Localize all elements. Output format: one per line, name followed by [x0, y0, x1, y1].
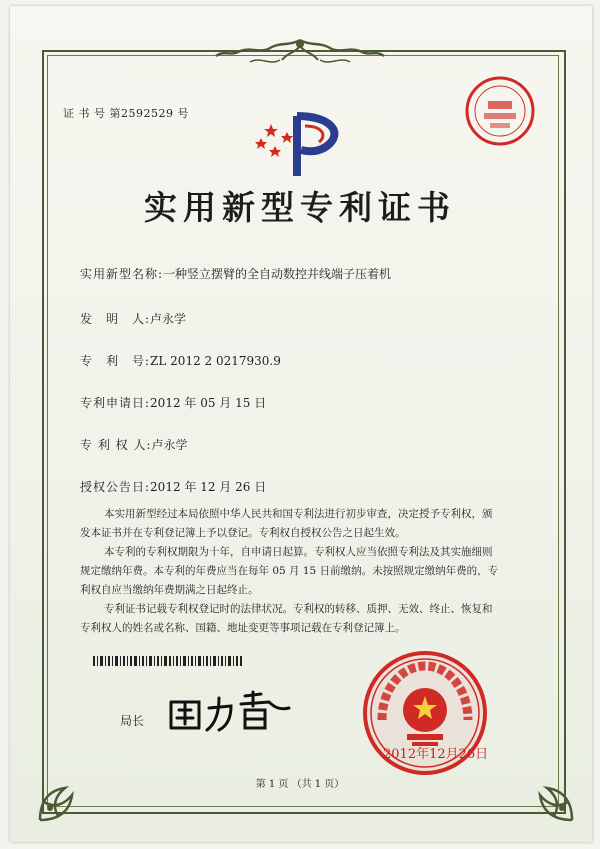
patent-number-label: 专 利 号:: [80, 354, 151, 368]
patentee-label: 专 利 权 人:: [80, 438, 152, 452]
utility-model-name-value: 一种竖立摆臂的全自动数控并线端子压着机: [163, 267, 392, 281]
body-line: 发本证书并在专利登记簿上予以登记。专利权自授权公告之日起生效。: [80, 527, 406, 539]
body-line: 规定缴纳年费。本专利的年费应当在每年 05 月 15 日前缴纳。未按照规定缴纳年费的，专: [80, 565, 499, 577]
inventor-label: 发 明 人:: [80, 312, 151, 326]
filing-date-row: [80, 394, 266, 411]
grant-date-row: [80, 478, 266, 495]
patentee-value: 卢永学: [151, 438, 188, 452]
page-indicator: 第 1 页 （共 1 页）: [255, 779, 345, 790]
body-line: 本专利的专利权期限为十年，自申请日起算。专利权人应当依照专利法及其实施细则: [104, 546, 493, 558]
corner-ornament-bottom-left: [30, 760, 100, 830]
director-signature: [165, 688, 295, 738]
filing-date-value: 2012 年 05 月 15 日: [150, 396, 267, 410]
patent-number-row: [80, 352, 281, 369]
barcode: [93, 656, 243, 666]
corner-ornament-bottom-right: [512, 760, 582, 830]
certificate-number: 证 书 号 第2592529 号: [63, 107, 189, 120]
inventor-value: 卢永学: [150, 312, 187, 326]
utility-model-name-row: [80, 265, 391, 282]
body-line: 本实用新型经过本局依照中华人民共和国专利法进行初步审查，决定授予专利权，颁: [104, 508, 493, 520]
agency-stamp: [464, 75, 536, 147]
certificate-title: 实用新型专利证书: [144, 188, 456, 227]
patent-number-value: ZL 2012 2 0217930.9: [150, 354, 281, 368]
director-label: 局长: [120, 714, 145, 728]
certificate-body-text: [80, 505, 520, 638]
grant-date-value: 2012 年 12 月 26 日: [150, 480, 267, 494]
patent-office-logo: [253, 110, 349, 180]
inventor-row: [80, 310, 186, 327]
seal-date: 2012年12月26日: [383, 747, 489, 762]
filing-date-label: 专利申请日:: [80, 396, 151, 410]
body-line: 专利权人的姓名或名称、国籍、地址变更等事项记载在专利登记簿上。: [80, 622, 406, 634]
body-line: 利权自应当缴纳年费期满之日起终止。: [80, 584, 259, 596]
patentee-row: [80, 436, 188, 453]
utility-model-name-label: 实用新型名称:: [80, 267, 164, 281]
top-ornament: [210, 36, 390, 72]
grant-date-label: 授权公告日:: [80, 480, 151, 494]
body-line: 专利证书记载专利权登记时的法律状况。专利权的转移、质押、无效、终止、恢复和: [104, 603, 493, 615]
